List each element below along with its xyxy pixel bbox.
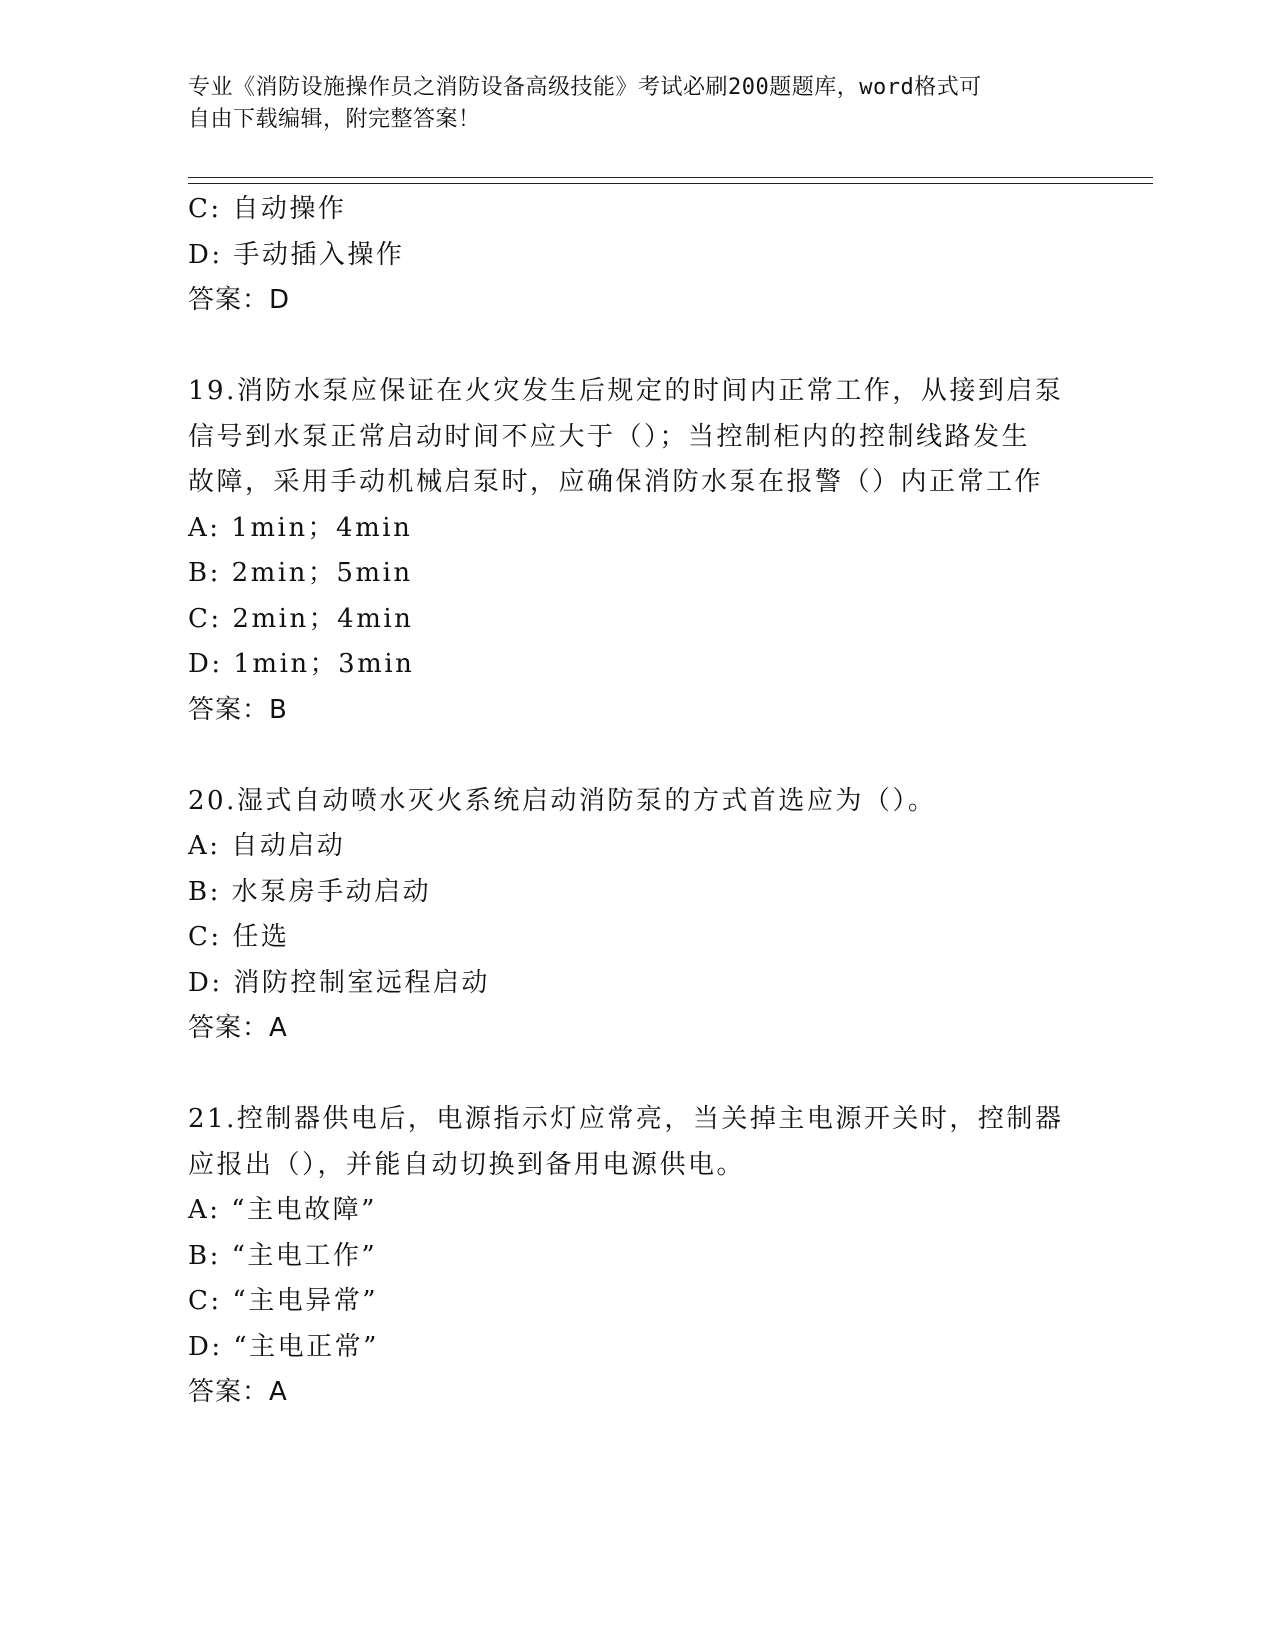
option-a: A: “主电故障” (188, 1195, 377, 1225)
question-list (188, 187, 1108, 1416)
option-c: C: 任选 (188, 922, 290, 952)
option-b: B: “主电工作” (188, 1240, 378, 1271)
header-divider-bottom (188, 183, 1153, 184)
question-stem-line: 应报出（），并能自动切换到备用电源供电。 (188, 1149, 746, 1180)
question-spacer (188, 324, 1108, 370)
option-c: C: 自动操作 (188, 194, 347, 224)
question-spacer (188, 1052, 1108, 1098)
option-b: B: 水泵房手动启动 (188, 876, 432, 907)
option-d: D: 1min；3min (188, 649, 415, 679)
question-18-continued (188, 187, 1108, 324)
option-c: C: 2min；4min (188, 603, 414, 634)
question-21 (188, 1097, 1108, 1416)
question-20 (188, 779, 1108, 1052)
header-title-line-1: 专业《消防设施操作员之消防设备高级技能》考试必刷200题题库，word格式可 (188, 75, 982, 100)
question-stem-line: 20.湿式自动喷水灭火系统启动消防泵的方式首选应为（）。 (188, 785, 937, 816)
header-title-line-2: 自由下载编辑，附完整答案！ (188, 107, 481, 132)
option-a: A: 自动启动 (188, 831, 346, 861)
option-c: C: “主电异常” (188, 1286, 379, 1316)
question-stem-line: 21.控制器供电后，电源指示灯应常亮，当关掉主电源开关时，控制器 (188, 1104, 1064, 1134)
answer-line: 答案：A (188, 1377, 288, 1407)
question-spacer (188, 733, 1108, 779)
answer-line: 答案：D (188, 285, 291, 315)
option-d: D: “主电正常” (188, 1331, 379, 1362)
question-stem-line: 故障，采用手动机械启泵时，应确保消防水泵在报警（）内正常工作 (188, 467, 1044, 497)
option-b: B: 2min；5min (188, 558, 413, 588)
question-19 (188, 369, 1108, 733)
question-stem-line: 信号到水泵正常启动时间不应大于（）；当控制柜内的控制线路发生 (188, 421, 1031, 452)
option-d: D: 手动插入操作 (188, 239, 405, 270)
page-header (188, 72, 1068, 136)
question-stem-line: 19.消防水泵应保证在火灾发生后规定的时间内正常工作，从接到启泵 (188, 376, 1064, 406)
option-a: A: 1min；4min (188, 512, 413, 543)
answer-line: 答案：B (188, 694, 288, 725)
header-divider-top (188, 177, 1153, 178)
answer-line: 答案：A (188, 1013, 288, 1043)
option-d: D: 消防控制室远程启动 (188, 967, 490, 998)
